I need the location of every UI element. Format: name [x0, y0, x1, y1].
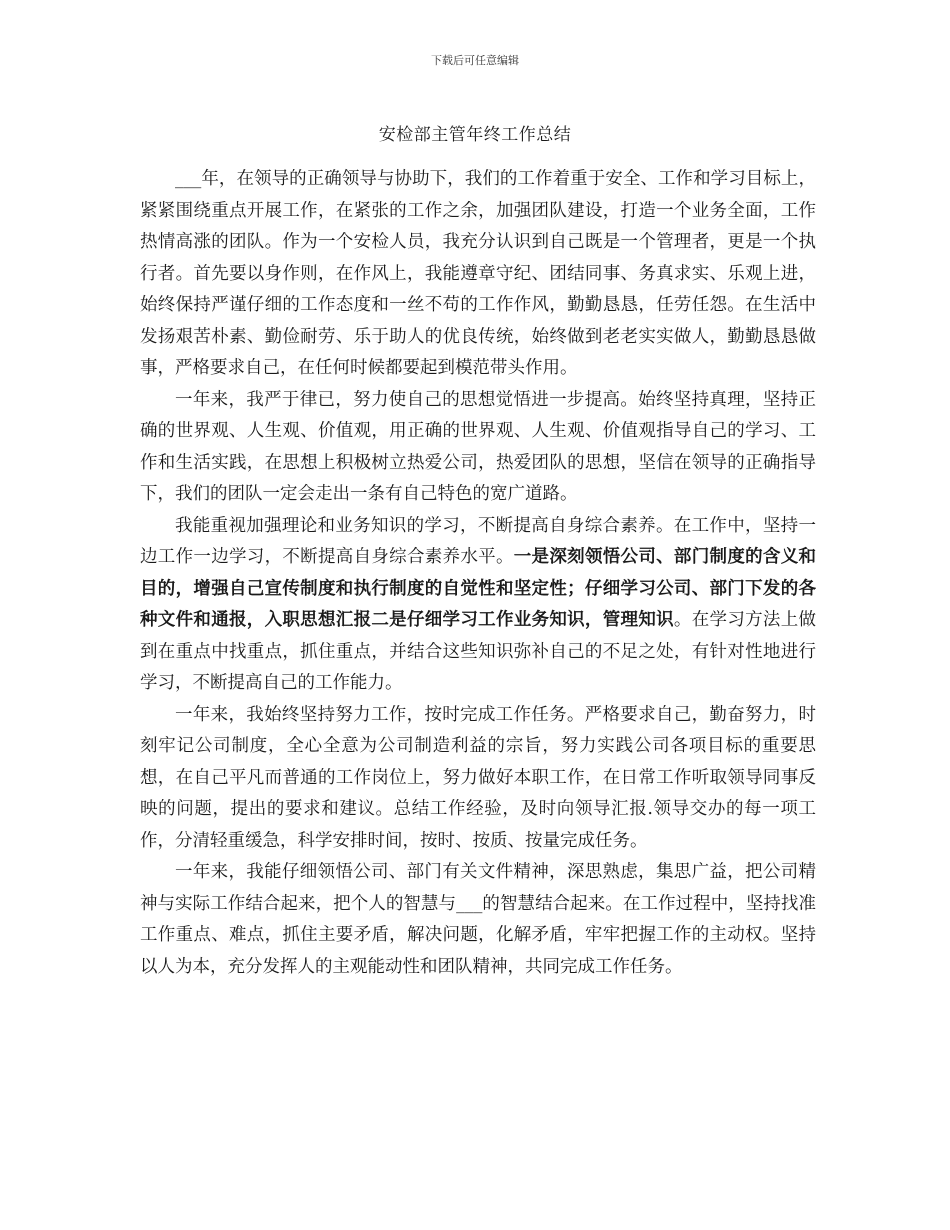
paragraph-2: 一年来，我严于律已，努力使自己的思想觉悟进一步提高。始终坚持真理，坚持正确的世界观、人生观、价值观，用正确的世界观、人生观、价值观指导自己的学习、工作和生活实践，在思想上积极树立热爱公司，热爱团队的思想，坚信在领导的正确指导下，我们的团队一定会走出一条有自己特色的宽广道路。 — [140, 389, 816, 504]
paragraph-3-bold-text: 一是深刻领悟公司、部门制度的含义和目的，增强自己宣传制度和执行制度的自觉性和坚定性；仔细学习公司、部门下发的各种文件和通报，入职思想汇报二是仔细学习工作业务知识，管理知识 — [140, 547, 817, 630]
document-body — [140, 164, 816, 983]
paragraph-3-rest: 。在学习方法上做到在重点中找重点，抓住重点，并结合这些知识弥补自己的不足之处，有针对性地进行学习，不断提高自己的工作能力。 — [140, 610, 817, 693]
document-title: 安检部主管年终工作总结 — [378, 125, 572, 145]
paragraph-4: 一年来，我始终坚持努力工作，按时完成工作任务。严格要求自己，勤奋努力，时刻牢记公司制度，全心全意为公司制造利益的宗旨，努力实践公司各项目标的重要思想，在自己平凡而普通的工作岗位上，努力做好本职工作，在日常工作听取领导同事反映的问题，提出的要求和建议。总结工作经验，及时向领导汇报.领导交办的每一项工作，分清轻重缓急，科学安排时间，按时、按质、按量完成任务。 — [140, 704, 816, 851]
header-note: 下载后可任意编辑 — [431, 54, 519, 67]
paragraph-3-intro: 我能重视加强理论和业务知识的学习，不断提高自身综合素养。在工作中，坚持一边工作一边学习，不断提高自身综合素养水平。 — [140, 515, 816, 567]
paragraph-3 — [140, 511, 816, 700]
paragraph-1: ___年，在领导的正确领导与协助下，我们的工作着重于安全、工作和学习目标上，紧紧围绕重点开展工作，在紧张的工作之余，加强团队建设，打造一个业务全面，工作热情高涨的团队。作为一个安检人员，我充分认识到自己既是一个管理者，更是一个执行者。首先要以身作则，在作风上，我能遵章守纪、团结同事、务真求实、乐观上进，始终保持严谨仔细的工作态度和一丝不苟的工作作风，勤勤恳恳，任劳任怨。在生活中发扬艰苦朴素、勤俭耐劳、乐于助人的优良传统，始终做到老老实实做人，勤勤恳恳做事，严格要求自己，在任何时候都要起到模范带头作用。 — [140, 169, 816, 378]
paragraph-5: 一年来，我能仔细领悟公司、部门有关文件精神，深思熟虑，集思广益，把公司精神与实际工作结合起来，把个人的智慧与___的智慧结合起来。在工作过程中，坚持找准工作重点、难点，抓住主要矛盾，解决问题，化解矛盾，牢牢把握工作的主动权。坚持以人为本，充分发挥人的主观能动性和团队精神，共同完成工作任务。 — [140, 862, 816, 977]
